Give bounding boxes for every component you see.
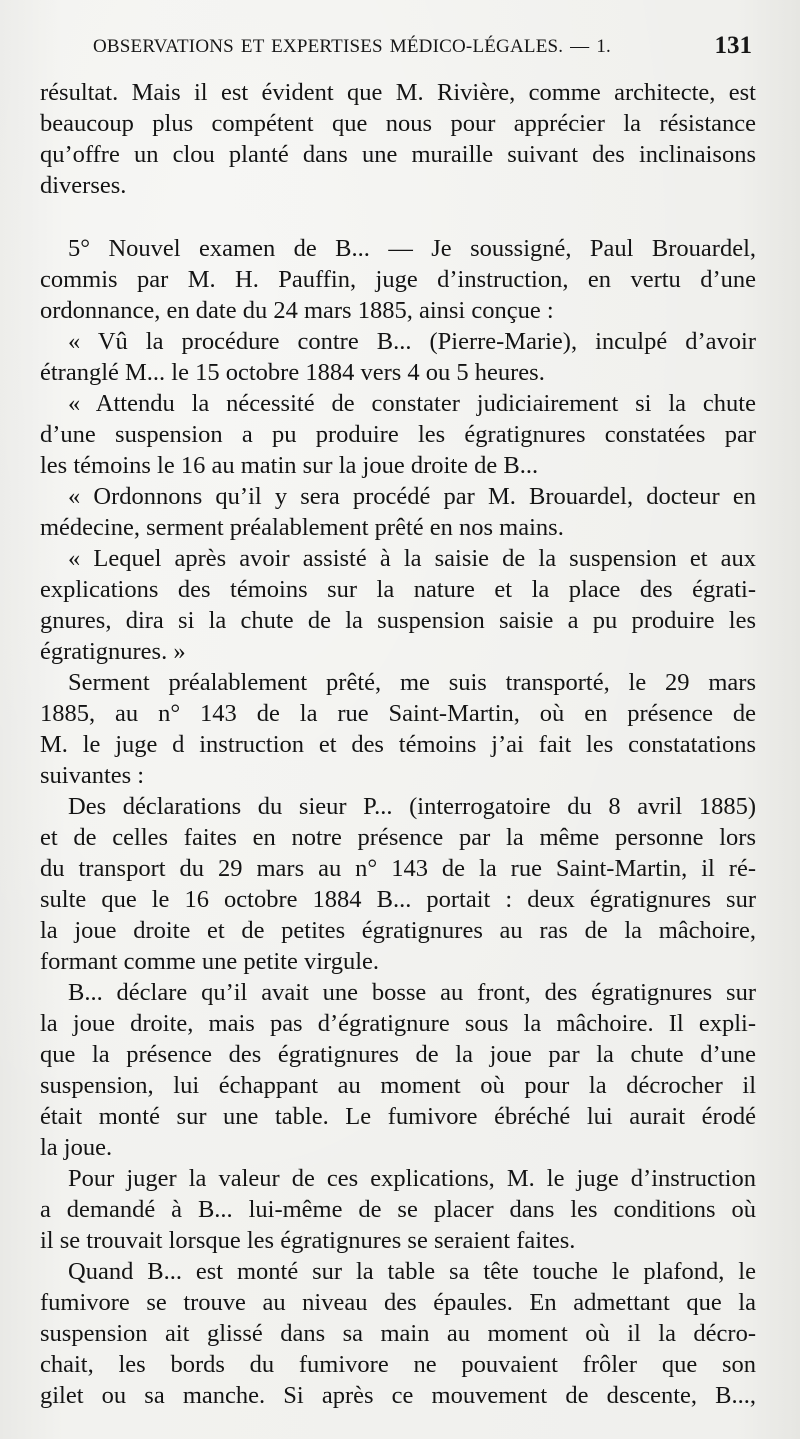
text-line: suspension, lui échappant au moment où pour la décrocher il [40,1072,756,1099]
text-line: la joue. [40,1134,113,1161]
text-line: que la présence des égratignures de la joue par la chute d’une [40,1041,756,1068]
text-line: ordonnance, en date du 24 mars 1885, ainsi conçue : [40,297,554,324]
text-line: égratignures. » [40,638,186,665]
text-line: « Vû la procédure contre B... (Pierre-Marie), inculpé d’avoir [68,328,756,355]
text-line: gilet ou sa manche. Si après ce mouvement de descente, B..., [40,1382,756,1409]
text-line: il se trouvait lorsque les égratignures se seraient faites. [40,1227,576,1254]
text-line: résultat. Mais il est évident que M. Rivière, comme architecte, est [40,79,756,106]
text-line: étranglé M... le 15 octobre 1884 vers 4 ou 5 heures. [40,359,545,386]
section-heading-line: 5° Nouvel examen de B... — Je soussigné, Paul Brouardel, [68,235,756,262]
text-line: « Ordonnons qu’il y sera procédé par M. Brouardel, docteur en [68,483,756,510]
text-line: B... déclare qu’il avait une bosse au front, des égratignures sur [68,979,756,1006]
text-line: suspension ait glissé dans sa main au moment où il la décro- [40,1320,756,1347]
text-line: sulte que le 16 octobre 1884 B... portait : deux égratignures sur [40,886,756,913]
text-line: beaucoup plus compétent que nous pour apprécier la résistance [40,110,756,137]
text-line: fumivore se trouve au niveau des épaules. En admettant que la [40,1289,756,1316]
text-line: diverses. [40,172,127,199]
text-line: commis par M. H. Pauffin, juge d’instruction, en vertu d’une [40,266,756,293]
running-header [0,30,800,64]
text-line: 1885, au n° 143 de la rue Saint-Martin, où en présence de [40,700,756,727]
text-line: Des déclarations du sieur P... (interrogatoire du 8 avril 1885) [68,793,756,820]
text-line: M. le juge d instruction et des témoins j’ai fait les constatations [40,731,756,758]
text-line: qu’offre un clou planté dans une muraille suivant des inclinaisons [40,141,756,168]
text-line: Serment préalablement prêté, me suis transporté, le 29 mars [68,669,756,696]
text-line: Quand B... est monté sur la table sa tête touche le plafond, le [68,1258,756,1285]
text-line: gnures, dira si la chute de la suspension saisie a pu produire les [40,607,756,634]
text-line: médecine, serment préalablement prêté en nos mains. [40,514,564,541]
text-line: a demandé à B... lui-même de se placer dans les conditions où [40,1196,756,1223]
running-header-title: OBSERVATIONS ET EXPERTISES MÉDICO-LÉGALES. — 1. [93,36,611,57]
page-number: 131 [714,32,752,59]
text-line: suivantes : [40,762,145,789]
text-line: explications des témoins sur la nature et la place des égrati- [40,576,756,603]
text-line: la joue droite et de petites égratignures au ras de la mâchoire, [40,917,756,944]
text-line: d’une suspension a pu produire les égratignures constatées par [40,421,756,448]
text-line: « Lequel après avoir assisté à la saisie de la suspension et aux [68,545,756,572]
text-line: Pour juger la valeur de ces explications, M. le juge d’instruction [68,1165,756,1192]
text-line: était monté sur une table. Le fumivore ébréché lui aurait érodé [40,1103,756,1130]
text-line: du transport du 29 mars au n° 143 de la rue Saint-Martin, il ré- [40,855,756,882]
text-line: « Attendu la nécessité de constater judiciairement si la chute [68,390,756,417]
text-line: formant comme une petite virgule. [40,948,380,975]
text-line: chait, les bords du fumivore ne pouvaient frôler que son [40,1351,756,1378]
text-line: la joue droite, mais pas d’égratignure sous la mâchoire. Il expli- [40,1010,756,1037]
text-line: et de celles faites en notre présence par la même personne lors [40,824,756,851]
text-line: les témoins le 16 au matin sur la joue droite de B... [40,452,539,479]
